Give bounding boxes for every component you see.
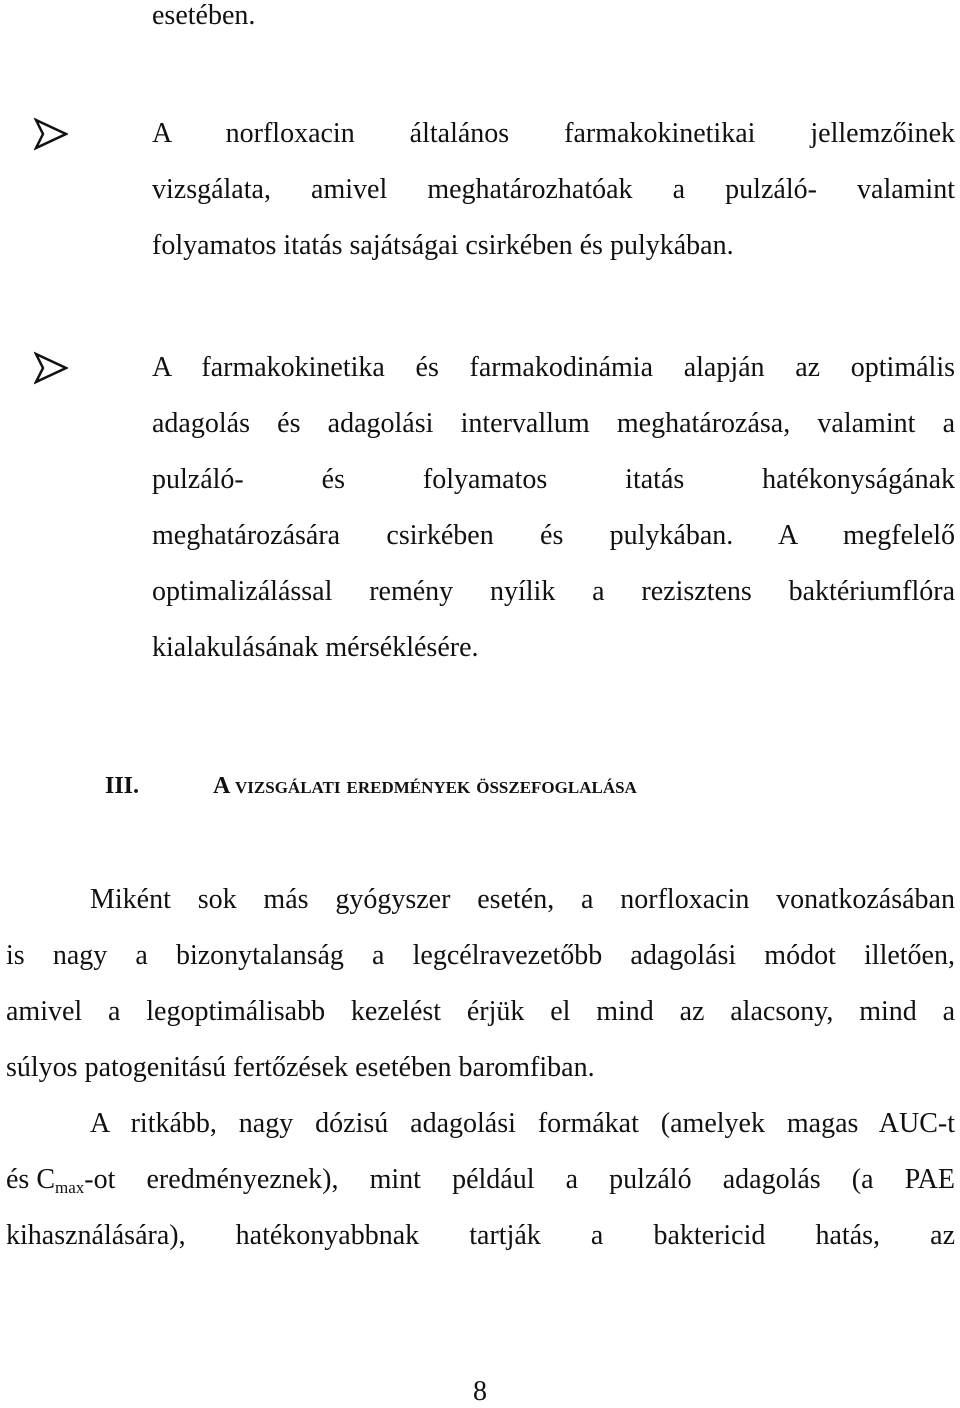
- paragraph-2-line-2-lead: [6, 1164, 84, 1196]
- bullet-2-line-2: adagolás és adagolási intervallum meghatározása, valamint a: [152, 408, 955, 439]
- bullet-1-line-3: folyamatos itatás sajátságai csirkében és pulykában.: [152, 230, 734, 261]
- arrow-bullet-icon: [34, 351, 68, 385]
- paragraph-2-line-2: [6, 1164, 955, 1196]
- arrow-bullet-icon: [34, 117, 68, 151]
- c-symbol: és C: [6, 1164, 55, 1195]
- bullet-2-line-5: optimalizálással remény nyílik a rezisztens baktériumflóra: [152, 576, 955, 607]
- paragraph-1-line-3: amivel a legoptimálisabb kezelést érjük el mind az alacsony, mind a: [6, 996, 955, 1027]
- paragraph-2-line-1: A ritkább, nagy dózisú adagolási formákat (amelyek magas AUC-t: [90, 1108, 955, 1139]
- section-title: A vizsgálati eredmények összefoglalása: [213, 773, 637, 799]
- bullet-2-line-6: kialakulásának mérséklésére.: [152, 632, 479, 663]
- bullet-2-line-4: meghatározására csirkében és pulykában. A megfelelő: [152, 520, 955, 551]
- top-fragment: esetében.: [152, 0, 256, 31]
- c-max-subscript: max: [55, 1178, 85, 1197]
- page-number: 8: [473, 1376, 487, 1407]
- bullet-2-line-1: A farmakokinetika és farmakodinámia alapján az optimális: [152, 352, 955, 383]
- paragraph-2-line-2-rest: -ot eredményeznek), mint például a pulzáló adagolás (a PAE: [84, 1164, 955, 1195]
- paragraph-1-line-1: Miként sok más gyógyszer esetén, a norfloxacin vonatkozásában: [90, 884, 955, 915]
- bullet-2-line-3: pulzáló- és folyamatos itatás hatékonyságának: [152, 464, 955, 495]
- section-number: III.: [105, 773, 140, 799]
- paragraph-1-line-2: is nagy a bizonytalanság a legcélravezetőbb adagolási módot illetően,: [6, 940, 955, 971]
- bullet-1-line-1: A norfloxacin általános farmakokinetikai jellemzőinek: [152, 118, 955, 149]
- paragraph-1-line-4: súlyos patogenitású fertőzések esetében baromfiban.: [6, 1052, 595, 1083]
- paragraph-2-line-3: kihasználására), hatékonyabbnak tartják a baktericid hatás, az: [6, 1220, 955, 1251]
- bullet-1-line-2: vizsgálata, amivel meghatározhatóak a pulzáló- valamint: [152, 174, 955, 205]
- section-heading: [105, 773, 637, 800]
